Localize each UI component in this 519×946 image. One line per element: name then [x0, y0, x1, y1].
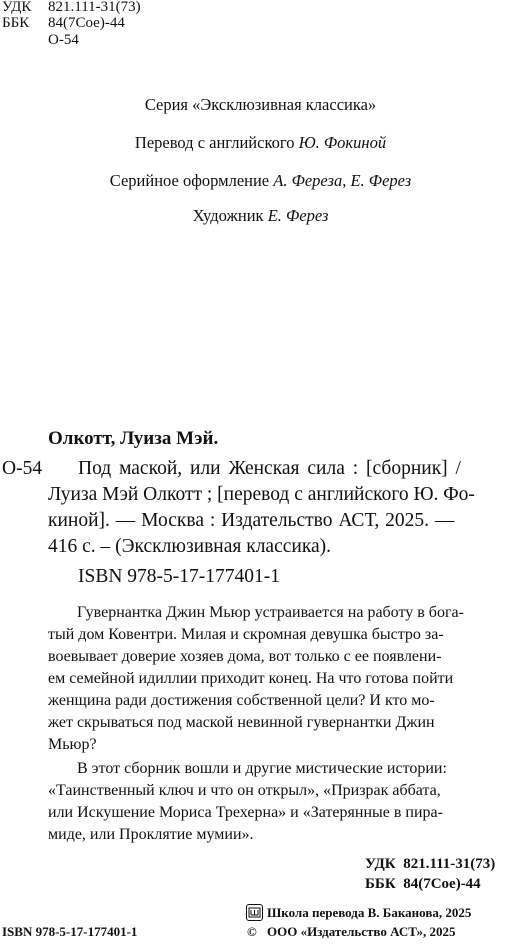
- annotation-line: или Искушение Мориса Трехерна» и «Затерянные в пира-: [48, 804, 443, 821]
- artist-line: [2, 206, 519, 226]
- annotation-line: жет скрываться под маской невинной гувернантки Джин: [48, 714, 435, 731]
- annotation-line: ем семейной идиллии приходит конец. На что готова пойти: [48, 670, 454, 687]
- translator-name: Ю. Фокиной: [298, 133, 387, 152]
- annotation-line: тый дом Ковентри. Милая и скромная девушка быстро за-: [48, 626, 444, 643]
- bbk-bottom: ББК 84(7Сое)-44: [365, 876, 481, 892]
- udk-value: 821.111-31(73): [48, 0, 141, 15]
- entry-line-3: киной]. — Москва : Издательство АСТ, 2025. —: [48, 510, 455, 531]
- series-text: Серия «Эксклюзивная классика»: [144, 95, 377, 114]
- entry-line-1: Под маской, или Женская сила : [сборник] /: [78, 458, 461, 479]
- author-heading: Олкотт, Луиза Мэй.: [48, 428, 219, 449]
- annotation-line: В этот сборник вошли и другие мистические истории:: [77, 760, 447, 777]
- design-line: [2, 171, 519, 191]
- annotation-line: миде, или Проклятие мумии».: [48, 826, 254, 843]
- annotation-line: женщина ради достижения собственной цели? И кто мо-: [48, 692, 435, 709]
- bbk-top: [2, 15, 125, 32]
- annotation-line: «Таинственный ключ и что он открыл», «Призрак аббата,: [48, 782, 441, 799]
- school-credit: Школа перевода В. Баканова, 2025: [267, 905, 472, 920]
- author-mark-entry: О-54: [2, 458, 43, 479]
- artist-prefix: Художник: [192, 206, 268, 225]
- translation-prefix: Перевод с английского: [134, 133, 299, 152]
- catalog-isbn: ISBN 978-5-17-177401-1: [78, 566, 281, 587]
- author-mark-top: О-54: [48, 32, 79, 48]
- design-prefix: Серийное оформление: [109, 171, 274, 190]
- entry-line-4: 416 с. – (Эксклюзивная классика).: [48, 536, 332, 557]
- entry-line-2: Луиза Мэй Олкотт ; [перевод с английского Ю. Фо-: [48, 484, 475, 505]
- annotation-line: Мьюр?: [48, 736, 97, 753]
- copyright-text: ООО «Издательство АСТ», 2025: [267, 924, 456, 939]
- annotation-line: Гувернантка Джин Мьюр устраивается на работу в бога-: [77, 604, 464, 621]
- copyright-symbol: ©: [247, 924, 257, 939]
- series-line: [2, 95, 519, 115]
- udk-label: УДК: [2, 0, 32, 15]
- bbk-label: ББК: [2, 15, 30, 31]
- udk-top: [2, 0, 141, 16]
- footer-isbn: ISBN 978-5-17-177401-1: [2, 924, 138, 939]
- designers-names: А. Фереза, Е. Ферез: [273, 171, 412, 190]
- udk-bottom: УДК 821.111-31(73): [365, 856, 496, 872]
- artist-name: Е. Ферез: [267, 206, 329, 225]
- bbk-value: 84(7Сое)-44: [48, 15, 125, 31]
- annotation-line: воевывает доверие хозяев дома, вот только с ее появлени-: [48, 648, 442, 665]
- translation-line: [2, 133, 519, 153]
- school-logo-icon: [246, 904, 263, 921]
